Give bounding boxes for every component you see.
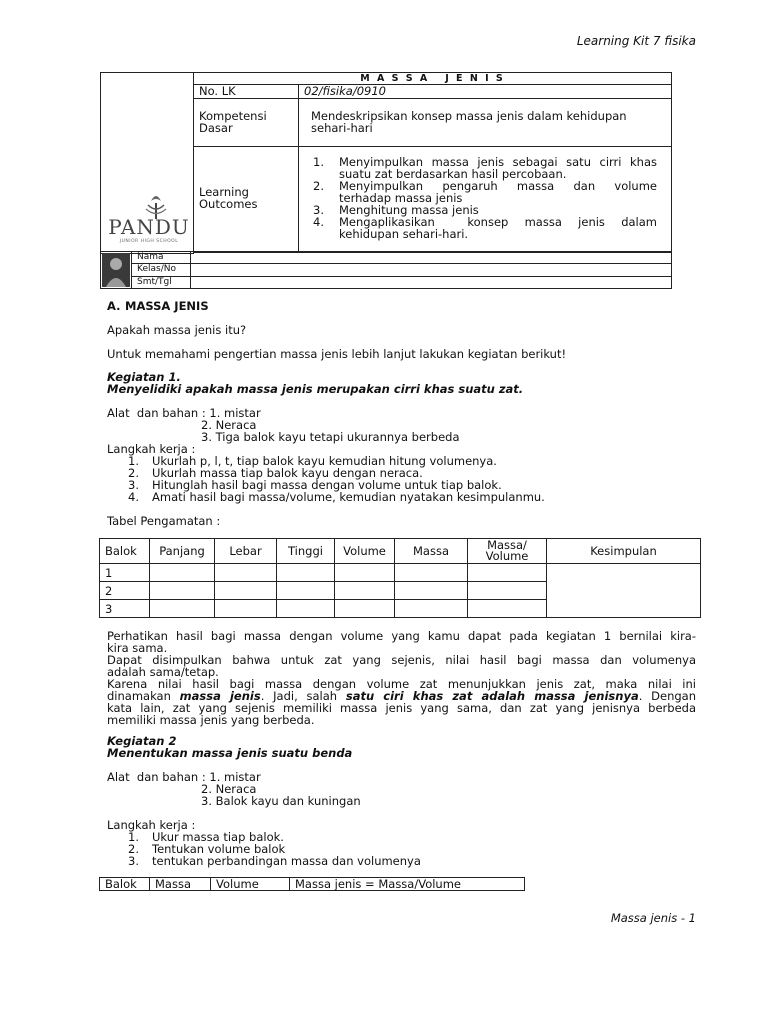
paragraph-line: kata lain, zat yang sejenis memiliki massa jenis yang sama, dan zat yang jenisnya berbeda	[107, 701, 696, 715]
outcome-text: Mengaplikasikan konsep massa jenis dalam	[339, 215, 657, 229]
col-header-panjang: Panjang	[150, 539, 215, 564]
outcome-text-cont: kehidupan sehari-hari.	[339, 227, 469, 241]
emphasis-massa-jenis: massa jenis	[179, 689, 261, 703]
col-header-kesimpulan: Kesimpulan	[547, 539, 701, 564]
langkah-text: Tentukan volume balok	[152, 842, 286, 856]
field-kelas-value[interactable]	[191, 264, 672, 276]
table-cell[interactable]	[395, 582, 468, 600]
col-header-balok: Balok	[100, 878, 150, 891]
outcome-num: 1.	[313, 155, 324, 169]
paragraph-line: adalah sama/tetap.	[107, 665, 219, 679]
running-header: Learning Kit 7 fisika	[576, 34, 696, 48]
table-cell[interactable]	[215, 600, 277, 618]
table-cell[interactable]	[468, 582, 547, 600]
col-header-massa: Massa	[150, 878, 211, 891]
table-cell[interactable]	[277, 582, 335, 600]
paragraph-line: kira sama.	[107, 641, 168, 655]
section-question: Apakah massa jenis itu?	[107, 323, 247, 337]
density-table	[99, 877, 525, 891]
col-header-massa: Massa	[395, 539, 468, 564]
alat-label: Alat dan bahan :	[107, 406, 210, 420]
langkah-num: 1.	[128, 454, 139, 468]
kompetensi-label-line2: Dasar	[199, 121, 233, 135]
col-header-balok: Balok	[100, 539, 150, 564]
section-heading	[107, 300, 209, 313]
outcomes-label-line1: Learning	[199, 185, 249, 199]
logo	[107, 191, 191, 244]
outcome-item	[313, 156, 665, 180]
emphasis-ciri-khas: satu ciri khas zat adalah massa jenisnya	[345, 689, 639, 703]
table-cell[interactable]	[150, 582, 215, 600]
row-label: 2	[100, 582, 150, 600]
no-lk-label: No. LK	[194, 85, 299, 99]
student-photo-icon	[102, 253, 130, 287]
alat-item: 2. Neraca	[201, 782, 257, 796]
alat-item: 2. Neraca	[201, 418, 257, 432]
col-header-volume: Volume	[211, 878, 290, 891]
no-lk-value: 02/fisika/0910	[299, 85, 672, 99]
text-run: dinamakan	[107, 689, 180, 703]
student-table	[100, 251, 672, 289]
table-cell[interactable]	[277, 564, 335, 582]
alat-label: Alat dan bahan :	[107, 770, 210, 784]
paragraph-line: memiliki massa jenis yang berbeda.	[107, 713, 315, 727]
paragraph-line: Perhatikan hasil bagi massa dengan volume yang kamu dapat pada kegiatan 1 bernilai kira-	[107, 629, 696, 643]
kesimpulan-cell[interactable]	[547, 564, 701, 618]
outcome-item	[313, 216, 665, 240]
field-nama-value[interactable]	[191, 252, 672, 264]
photo-cell	[101, 252, 132, 289]
kompetensi-value-line2: sehari-hari	[311, 121, 373, 135]
alat-item: 1. mistar	[209, 770, 261, 784]
langkah-text: Hitunglah hasil bagi massa dengan volume untuk tiap balok.	[152, 478, 502, 492]
kegiatan1-langkah-label: Langkah kerja :	[107, 442, 196, 456]
outcome-num: 3.	[313, 203, 324, 217]
outcome-num: 4.	[313, 215, 324, 229]
section-intro: Untuk memahami pengertian massa jenis lebih lanjut lakukan kegiatan berikut!	[107, 347, 567, 361]
kompetensi-label-line1: Kompetensi	[199, 109, 267, 123]
outcome-text-cont: terhadap massa jenis	[339, 191, 463, 205]
table-cell[interactable]	[335, 564, 395, 582]
col-header-massa-volume	[468, 539, 547, 564]
outcome-text: Menyimpulkan massa jenis sebagai satu cirri khas	[339, 155, 657, 169]
outcome-num: 2.	[313, 179, 324, 193]
field-nama-label: Nama	[132, 252, 191, 264]
langkah-num: 4.	[128, 490, 139, 504]
table-cell[interactable]	[215, 564, 277, 582]
langkah-text: Ukur massa tiap balok.	[152, 830, 284, 844]
langkah-text: Ukurlah massa tiap balok kayu dengan neraca.	[152, 466, 423, 480]
info-table	[100, 72, 672, 254]
outcomes-list	[299, 147, 672, 253]
langkah-num: 2.	[128, 466, 139, 480]
worksheet-title: M A S S A J E N I S	[194, 73, 672, 85]
text-run: . Jadi, salah	[260, 689, 346, 703]
langkah-text: tentukan perbandingan massa dan volumenya	[152, 854, 421, 868]
page-footer: Massa jenis - 1	[610, 911, 696, 925]
col-header-tinggi: Tinggi	[277, 539, 335, 564]
paragraph-line: Karena nilai hasil bagi massa dengan volume zat menunjukkan jenis zat, maka nilai ini	[107, 677, 696, 691]
kompetensi-value-line1: Mendeskripsikan konsep massa jenis dalam kehidupan	[311, 109, 627, 123]
langkah-num: 3.	[128, 854, 139, 868]
logo-tagline: JUNIOR HIGH SCHOOL	[119, 239, 179, 244]
kompetensi-value	[299, 99, 672, 147]
col-header-massa-volume-line2: Volume	[485, 549, 529, 563]
table-cell[interactable]	[468, 564, 547, 582]
kompetensi-label	[194, 99, 299, 147]
kegiatan2-subtitle: Menentukan massa jenis suatu benda	[107, 746, 353, 760]
table-cell[interactable]	[150, 600, 215, 618]
outcomes-label	[194, 147, 299, 253]
table-cell[interactable]	[150, 564, 215, 582]
col-header-volume: Volume	[335, 539, 395, 564]
langkah-num: 2.	[128, 842, 139, 856]
langkah-num: 1.	[128, 830, 139, 844]
outcomes-label-line2: Outcomes	[199, 197, 258, 211]
alat-item: 3. Balok kayu dan kuningan	[201, 794, 361, 808]
table-cell[interactable]	[277, 600, 335, 618]
field-kelas-label: Kelas/No	[132, 264, 191, 276]
kegiatan2-title: Kegiatan 2	[107, 734, 177, 748]
langkah-num: 3.	[128, 478, 139, 492]
table-cell[interactable]	[395, 600, 468, 618]
table-cell[interactable]	[468, 600, 547, 618]
paragraph-line: Dapat disimpulkan bahwa untuk zat yang sejenis, nilai hasil bagi massa dan volumenya	[107, 653, 696, 667]
logo-cell	[101, 73, 194, 254]
outcome-text: Menyimpulkan pengaruh massa dan volume	[339, 179, 657, 193]
section-number: A.	[107, 299, 121, 313]
row-label: 3	[100, 600, 150, 618]
col-header-massa-volume-line1: Massa/	[487, 538, 527, 552]
field-smt-label: Smt/Tgl	[132, 276, 191, 288]
langkah-item	[128, 491, 545, 503]
alat-item: 3. Tiga balok kayu tetapi ukurannya berbeda	[201, 430, 460, 444]
table-cell[interactable]	[395, 564, 468, 582]
field-smt-value[interactable]	[191, 276, 672, 288]
text-run: . Dengan	[638, 689, 696, 703]
alat-item: 1. mistar	[209, 406, 261, 420]
row-label: 1	[100, 564, 150, 582]
section-title: MASSA JENIS	[125, 299, 209, 313]
logo-name: PANDU	[108, 215, 190, 239]
col-header-lebar: Lebar	[215, 539, 277, 564]
outcome-text-cont: suatu zat berdasarkan hasil percobaan.	[339, 167, 567, 181]
kegiatan2-langkah-label: Langkah kerja :	[107, 818, 196, 832]
outcome-item	[313, 180, 665, 204]
kegiatan1-subtitle: Menyelidiki apakah massa jenis merupakan cirri khas suatu zat.	[107, 382, 524, 396]
table-cell[interactable]	[335, 600, 395, 618]
observation-table	[99, 538, 701, 618]
tabel-label: Tabel Pengamatan :	[107, 514, 221, 528]
langkah-item	[128, 855, 421, 867]
langkah-text: Ukurlah p, l, t, tiap balok kayu kemudian hitung volumenya.	[152, 454, 497, 468]
kegiatan1-title: Kegiatan 1.	[107, 370, 181, 384]
outcome-text: Menghitung massa jenis	[339, 203, 479, 217]
table-cell[interactable]	[215, 582, 277, 600]
col-header-massa-jenis: Massa jenis = Massa/Volume	[290, 878, 525, 891]
langkah-text: Amati hasil bagi massa/volume, kemudian nyatakan kesimpulanmu.	[152, 490, 545, 504]
table-cell[interactable]	[335, 582, 395, 600]
